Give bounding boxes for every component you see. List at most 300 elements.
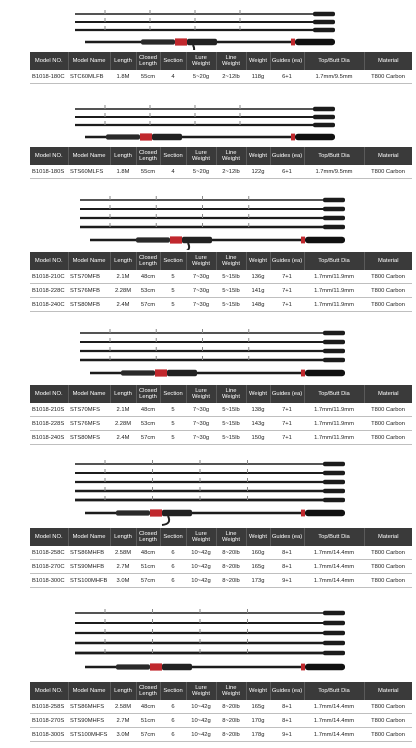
table-cell: 1.7mm/14.4mm bbox=[304, 728, 364, 742]
column-header: Guides (ea) bbox=[270, 682, 304, 700]
table-cell: STS60MLFS bbox=[68, 165, 110, 179]
table-cell: 2.7M bbox=[110, 560, 136, 574]
column-header: Weight bbox=[246, 528, 270, 546]
table-cell: 48cm bbox=[136, 270, 160, 284]
table-cell: 8+1 bbox=[270, 714, 304, 728]
trigger-icon bbox=[162, 516, 169, 525]
column-header: Closed Length bbox=[136, 385, 160, 403]
rod-illustration-6 bbox=[0, 605, 416, 680]
table-cell: 5 bbox=[160, 431, 186, 445]
column-header: Model NO. bbox=[30, 385, 68, 403]
table-cell: T800 Carbon bbox=[364, 700, 412, 714]
column-header: Line Weight bbox=[216, 252, 246, 270]
table-cell: 6 bbox=[160, 700, 186, 714]
table-cell: 5~15lb bbox=[216, 431, 246, 445]
table-cell: 2.58M bbox=[110, 546, 136, 560]
column-header: Model Name bbox=[68, 385, 110, 403]
table-cell: B1018-258C bbox=[30, 546, 68, 560]
table-cell: B1018-240C bbox=[30, 298, 68, 312]
table-cell: 8~20lb bbox=[216, 574, 246, 588]
table-cell: 55cm bbox=[136, 165, 160, 179]
table-cell: 8~20lb bbox=[216, 714, 246, 728]
rod-grip bbox=[323, 349, 345, 353]
table-cell: 57cm bbox=[136, 574, 160, 588]
table-cell: 5~15lb bbox=[216, 284, 246, 298]
column-header: Guides (ea) bbox=[270, 385, 304, 403]
column-header: Line Weight bbox=[216, 52, 246, 70]
table-cell: 122g bbox=[246, 165, 270, 179]
column-header: Weight bbox=[246, 52, 270, 70]
column-header: Section bbox=[160, 52, 186, 70]
table-cell: 7+1 bbox=[270, 298, 304, 312]
table-cell: STS100MHFS bbox=[68, 728, 110, 742]
table-cell: 6 bbox=[160, 560, 186, 574]
rod-grip bbox=[323, 462, 345, 466]
table-cell: STS70MFB bbox=[68, 270, 110, 284]
table-row bbox=[30, 431, 412, 445]
table-header-row bbox=[30, 252, 412, 270]
table-row bbox=[30, 700, 412, 714]
column-header: Weight bbox=[246, 252, 270, 270]
rod-grip bbox=[323, 340, 345, 344]
column-header: Guides (ea) bbox=[270, 52, 304, 70]
table-cell: B1018-210S bbox=[30, 403, 68, 417]
table-cell: T800 Carbon bbox=[364, 298, 412, 312]
rod-illustration-2 bbox=[0, 95, 416, 145]
spec-table-2 bbox=[30, 147, 412, 179]
table-cell: 4 bbox=[160, 70, 186, 84]
rod-rear-grip bbox=[305, 237, 345, 243]
column-header: Model Name bbox=[68, 528, 110, 546]
table-cell: 1.7mm/11.9mm bbox=[304, 270, 364, 284]
column-header: Length bbox=[110, 385, 136, 403]
rod-handle bbox=[162, 510, 192, 516]
table-cell: 1.8M bbox=[110, 70, 136, 84]
table-cell: STS76MFS bbox=[68, 417, 110, 431]
table-cell: 1.7mm/9.5mm bbox=[304, 165, 364, 179]
table-cell: 9+1 bbox=[270, 728, 304, 742]
rod-grip bbox=[323, 498, 345, 502]
table-row bbox=[30, 270, 412, 284]
rod-rear-grip bbox=[305, 370, 345, 376]
table-cell: 7~30g bbox=[186, 270, 216, 284]
column-header: Material bbox=[364, 252, 412, 270]
table-cell: STS70MFS bbox=[68, 403, 110, 417]
table-cell: 48cm bbox=[136, 546, 160, 560]
table-cell: 8~20lb bbox=[216, 560, 246, 574]
table-cell: 1.7mm/14.4mm bbox=[304, 574, 364, 588]
table-cell: 10~42g bbox=[186, 546, 216, 560]
table-cell: 7+1 bbox=[270, 417, 304, 431]
column-header: Guides (ea) bbox=[270, 252, 304, 270]
column-header: Material bbox=[364, 147, 412, 165]
rod-grip bbox=[323, 631, 345, 635]
table-cell: 10~42g bbox=[186, 560, 216, 574]
table-header-row bbox=[30, 52, 412, 70]
table-cell: 53cm bbox=[136, 417, 160, 431]
table-cell: 5~15lb bbox=[216, 403, 246, 417]
table-cell: 5~15lb bbox=[216, 417, 246, 431]
column-header: Closed Length bbox=[136, 52, 160, 70]
table-cell: 5~15lb bbox=[216, 270, 246, 284]
column-header: Line Weight bbox=[216, 528, 246, 546]
table-cell: 2.7M bbox=[110, 714, 136, 728]
column-header: Material bbox=[364, 528, 412, 546]
table-row bbox=[30, 284, 412, 298]
rod-illustration-4 bbox=[0, 323, 416, 383]
table-cell: B1018-300C bbox=[30, 574, 68, 588]
table-cell: 10~42g bbox=[186, 728, 216, 742]
rod-handle bbox=[182, 237, 212, 243]
table-cell: 55cm bbox=[136, 70, 160, 84]
rod-fore-grip bbox=[136, 237, 170, 242]
rod-grip bbox=[323, 216, 345, 220]
trigger-icon bbox=[182, 243, 189, 250]
table-cell: 5 bbox=[160, 403, 186, 417]
rod-grip bbox=[323, 480, 345, 484]
column-header: Model Name bbox=[68, 147, 110, 165]
rod-accent-ring bbox=[301, 664, 305, 671]
reel-seat bbox=[150, 663, 162, 670]
rod-fore-grip bbox=[116, 664, 150, 669]
column-header: Length bbox=[110, 682, 136, 700]
table-row bbox=[30, 560, 412, 574]
table-cell: 57cm bbox=[136, 431, 160, 445]
table-cell: 5~20g bbox=[186, 70, 216, 84]
table-cell: 6+1 bbox=[270, 70, 304, 84]
column-header: Model NO. bbox=[30, 528, 68, 546]
column-header: Top/Butt Dia bbox=[304, 252, 364, 270]
table-cell: T800 Carbon bbox=[364, 70, 412, 84]
table-cell: STS76MFB bbox=[68, 284, 110, 298]
table-cell: 5 bbox=[160, 284, 186, 298]
column-header: Section bbox=[160, 528, 186, 546]
rod-illustration-1 bbox=[0, 0, 416, 50]
table-cell: 9+1 bbox=[270, 574, 304, 588]
column-header: Closed Length bbox=[136, 252, 160, 270]
table-cell: 2~12lb bbox=[216, 70, 246, 84]
table-cell: 8~20lb bbox=[216, 728, 246, 742]
table-cell: 53cm bbox=[136, 284, 160, 298]
table-cell: 136g bbox=[246, 270, 270, 284]
column-header: Model NO. bbox=[30, 52, 68, 70]
column-header: Closed Length bbox=[136, 147, 160, 165]
rod-accent-ring bbox=[301, 237, 305, 244]
table-cell: 10~42g bbox=[186, 574, 216, 588]
table-cell: B1018-228C bbox=[30, 284, 68, 298]
table-cell: 1.7mm/14.4mm bbox=[304, 700, 364, 714]
table-cell: 118g bbox=[246, 70, 270, 84]
table-cell: STS86MHFS bbox=[68, 700, 110, 714]
rod-grip bbox=[323, 621, 345, 625]
table-cell: 1.7mm/11.9mm bbox=[304, 284, 364, 298]
column-header: Material bbox=[364, 385, 412, 403]
rod-fore-grip bbox=[121, 370, 155, 375]
table-cell: 1.7mm/11.9mm bbox=[304, 431, 364, 445]
column-header: Length bbox=[110, 252, 136, 270]
table-cell: B1018-228S bbox=[30, 417, 68, 431]
column-header: Top/Butt Dia bbox=[304, 682, 364, 700]
table-cell: B1018-300S bbox=[30, 728, 68, 742]
rod-grip bbox=[323, 651, 345, 655]
column-header: Top/Butt Dia bbox=[304, 147, 364, 165]
rod-grip bbox=[323, 641, 345, 645]
rod-handle bbox=[187, 39, 217, 45]
column-header: Model NO. bbox=[30, 252, 68, 270]
column-header: Section bbox=[160, 682, 186, 700]
rod-grip bbox=[313, 115, 335, 119]
table-header-row bbox=[30, 528, 412, 546]
table-cell: 2.4M bbox=[110, 431, 136, 445]
column-header: Lure Weight bbox=[186, 682, 216, 700]
rod-handle bbox=[162, 664, 192, 670]
table-cell: 7+1 bbox=[270, 403, 304, 417]
rod-grip bbox=[313, 12, 335, 16]
column-header: Closed Length bbox=[136, 528, 160, 546]
table-cell: 57cm bbox=[136, 728, 160, 742]
column-header: Weight bbox=[246, 385, 270, 403]
table-cell: T800 Carbon bbox=[364, 270, 412, 284]
column-header: Line Weight bbox=[216, 385, 246, 403]
table-cell: B1018-180S bbox=[30, 165, 68, 179]
table-cell: T800 Carbon bbox=[364, 165, 412, 179]
table-cell: 3.0M bbox=[110, 574, 136, 588]
table-cell: 7~30g bbox=[186, 403, 216, 417]
table-cell: 51cm bbox=[136, 560, 160, 574]
column-header: Top/Butt Dia bbox=[304, 52, 364, 70]
table-cell: 178g bbox=[246, 728, 270, 742]
table-cell: 6 bbox=[160, 728, 186, 742]
column-header: Line Weight bbox=[216, 147, 246, 165]
rod-accent-ring bbox=[291, 134, 295, 141]
table-cell: 7+1 bbox=[270, 270, 304, 284]
rod-grip bbox=[313, 20, 335, 24]
table-cell: 1.7mm/14.4mm bbox=[304, 714, 364, 728]
table-cell: 10~42g bbox=[186, 714, 216, 728]
rod-rear-grip bbox=[305, 510, 345, 516]
table-cell: 138g bbox=[246, 403, 270, 417]
table-cell: 2.58M bbox=[110, 700, 136, 714]
table-cell: 4 bbox=[160, 165, 186, 179]
column-header: Model Name bbox=[68, 252, 110, 270]
table-cell: 48cm bbox=[136, 700, 160, 714]
table-cell: 1.7mm/14.4mm bbox=[304, 560, 364, 574]
table-cell: T800 Carbon bbox=[364, 560, 412, 574]
rod-accent-ring bbox=[301, 370, 305, 377]
rod-handle bbox=[167, 370, 197, 376]
reel-seat bbox=[175, 38, 187, 45]
spec-table-3 bbox=[30, 252, 412, 312]
table-cell: 7~30g bbox=[186, 417, 216, 431]
table-cell: 1.7mm/11.9mm bbox=[304, 417, 364, 431]
table-cell: 2~12lb bbox=[216, 165, 246, 179]
column-header: Section bbox=[160, 252, 186, 270]
rod-accent-ring bbox=[301, 510, 305, 517]
table-cell: T800 Carbon bbox=[364, 714, 412, 728]
rod-grip bbox=[313, 28, 335, 32]
column-header: Top/Butt Dia bbox=[304, 385, 364, 403]
table-cell: B1018-270S bbox=[30, 714, 68, 728]
table-cell: 148g bbox=[246, 298, 270, 312]
reel-seat bbox=[140, 133, 152, 140]
column-header: Length bbox=[110, 147, 136, 165]
table-cell: 48cm bbox=[136, 403, 160, 417]
table-cell: 8+1 bbox=[270, 700, 304, 714]
table-header-row bbox=[30, 682, 412, 700]
rod-grip bbox=[313, 107, 335, 111]
table-cell: 7~30g bbox=[186, 431, 216, 445]
table-cell: STS86MHFB bbox=[68, 546, 110, 560]
table-cell: T800 Carbon bbox=[364, 417, 412, 431]
table-cell: STS80MFS bbox=[68, 431, 110, 445]
spec-table-1 bbox=[30, 52, 412, 84]
table-cell: 5~20g bbox=[186, 165, 216, 179]
table-cell: STS100MHFB bbox=[68, 574, 110, 588]
column-header: Line Weight bbox=[216, 682, 246, 700]
table-cell: 7~30g bbox=[186, 298, 216, 312]
column-header: Model Name bbox=[68, 682, 110, 700]
reel-seat bbox=[150, 509, 162, 516]
table-cell: 7~30g bbox=[186, 284, 216, 298]
column-header: Lure Weight bbox=[186, 147, 216, 165]
table-cell: 6+1 bbox=[270, 165, 304, 179]
table-cell: B1018-270C bbox=[30, 560, 68, 574]
spec-table-4 bbox=[30, 385, 412, 445]
rod-rear-grip bbox=[305, 664, 345, 670]
table-cell: 6 bbox=[160, 714, 186, 728]
rod-grip bbox=[323, 331, 345, 335]
rod-grip bbox=[323, 225, 345, 229]
table-cell: 5 bbox=[160, 270, 186, 284]
table-row bbox=[30, 714, 412, 728]
table-cell: 7+1 bbox=[270, 431, 304, 445]
rod-fore-grip bbox=[116, 510, 150, 515]
table-cell: 1.8M bbox=[110, 165, 136, 179]
reel-seat bbox=[155, 369, 167, 376]
table-cell: 143g bbox=[246, 417, 270, 431]
table-cell: 170g bbox=[246, 714, 270, 728]
rod-grip bbox=[313, 123, 335, 127]
table-cell: 6 bbox=[160, 546, 186, 560]
column-header: Material bbox=[364, 52, 412, 70]
spec-table-5 bbox=[30, 528, 412, 588]
table-row bbox=[30, 298, 412, 312]
table-cell: T800 Carbon bbox=[364, 728, 412, 742]
table-cell: 57cm bbox=[136, 298, 160, 312]
table-cell: STS90MHFB bbox=[68, 560, 110, 574]
table-cell: 150g bbox=[246, 431, 270, 445]
table-row bbox=[30, 165, 412, 179]
table-row bbox=[30, 574, 412, 588]
table-row bbox=[30, 728, 412, 742]
table-cell: 1.7mm/11.9mm bbox=[304, 403, 364, 417]
table-cell: T800 Carbon bbox=[364, 546, 412, 560]
rod-grip bbox=[323, 358, 345, 362]
column-header: Guides (ea) bbox=[270, 528, 304, 546]
rod-fore-grip bbox=[106, 134, 140, 139]
column-header: Model NO. bbox=[30, 147, 68, 165]
table-cell: 1.7mm/11.9mm bbox=[304, 298, 364, 312]
column-header: Lure Weight bbox=[186, 252, 216, 270]
table-cell: T800 Carbon bbox=[364, 431, 412, 445]
table-cell: 165g bbox=[246, 560, 270, 574]
table-cell: 141g bbox=[246, 284, 270, 298]
table-row bbox=[30, 546, 412, 560]
rod-rear-grip bbox=[295, 134, 335, 140]
spec-table-6 bbox=[30, 682, 412, 742]
column-header: Material bbox=[364, 682, 412, 700]
table-cell: B1018-240S bbox=[30, 431, 68, 445]
table-cell: 5 bbox=[160, 298, 186, 312]
table-cell: 8~20lb bbox=[216, 700, 246, 714]
table-cell: T800 Carbon bbox=[364, 574, 412, 588]
rod-grip bbox=[323, 489, 345, 493]
column-header: Top/Butt Dia bbox=[304, 528, 364, 546]
column-header: Guides (ea) bbox=[270, 147, 304, 165]
table-cell: 6 bbox=[160, 574, 186, 588]
table-cell: 8+1 bbox=[270, 560, 304, 574]
table-cell: 1.7mm/9.5mm bbox=[304, 70, 364, 84]
table-cell: 5~15lb bbox=[216, 298, 246, 312]
table-cell: 8+1 bbox=[270, 546, 304, 560]
column-header: Model NO. bbox=[30, 682, 68, 700]
table-cell: 2.1M bbox=[110, 270, 136, 284]
rod-illustration-3 bbox=[0, 190, 416, 250]
table-cell: B1018-180C bbox=[30, 70, 68, 84]
column-header: Length bbox=[110, 52, 136, 70]
rod-accent-ring bbox=[291, 39, 295, 46]
rod-fore-grip bbox=[141, 39, 175, 44]
rod-grip bbox=[323, 198, 345, 202]
column-header: Model Name bbox=[68, 52, 110, 70]
column-header: Closed Length bbox=[136, 682, 160, 700]
table-cell: 10~42g bbox=[186, 700, 216, 714]
table-cell: 2.1M bbox=[110, 403, 136, 417]
reel-seat bbox=[170, 236, 182, 243]
trigger-icon bbox=[187, 45, 194, 50]
table-cell: 1.7mm/14.4mm bbox=[304, 546, 364, 560]
table-cell: 8~20lb bbox=[216, 546, 246, 560]
table-row bbox=[30, 70, 412, 84]
column-header: Lure Weight bbox=[186, 385, 216, 403]
table-cell: T800 Carbon bbox=[364, 284, 412, 298]
column-header: Lure Weight bbox=[186, 52, 216, 70]
table-cell: 5 bbox=[160, 417, 186, 431]
table-cell: 2.4M bbox=[110, 298, 136, 312]
rod-illustration-5 bbox=[0, 456, 416, 526]
table-cell: STS90MHFS bbox=[68, 714, 110, 728]
column-header: Lure Weight bbox=[186, 528, 216, 546]
column-header: Length bbox=[110, 528, 136, 546]
table-row bbox=[30, 403, 412, 417]
rod-handle bbox=[152, 134, 182, 140]
column-header: Weight bbox=[246, 682, 270, 700]
table-cell: 2.28M bbox=[110, 417, 136, 431]
table-cell: STC60MLFB bbox=[68, 70, 110, 84]
rod-grip bbox=[323, 207, 345, 211]
table-cell: 3.0M bbox=[110, 728, 136, 742]
rod-grip bbox=[323, 611, 345, 615]
table-cell: 160g bbox=[246, 546, 270, 560]
rod-rear-grip bbox=[295, 39, 335, 45]
table-cell: 7+1 bbox=[270, 284, 304, 298]
column-header: Section bbox=[160, 147, 186, 165]
table-header-row bbox=[30, 147, 412, 165]
table-cell: 165g bbox=[246, 700, 270, 714]
column-header: Section bbox=[160, 385, 186, 403]
column-header: Weight bbox=[246, 147, 270, 165]
table-cell: T800 Carbon bbox=[364, 403, 412, 417]
